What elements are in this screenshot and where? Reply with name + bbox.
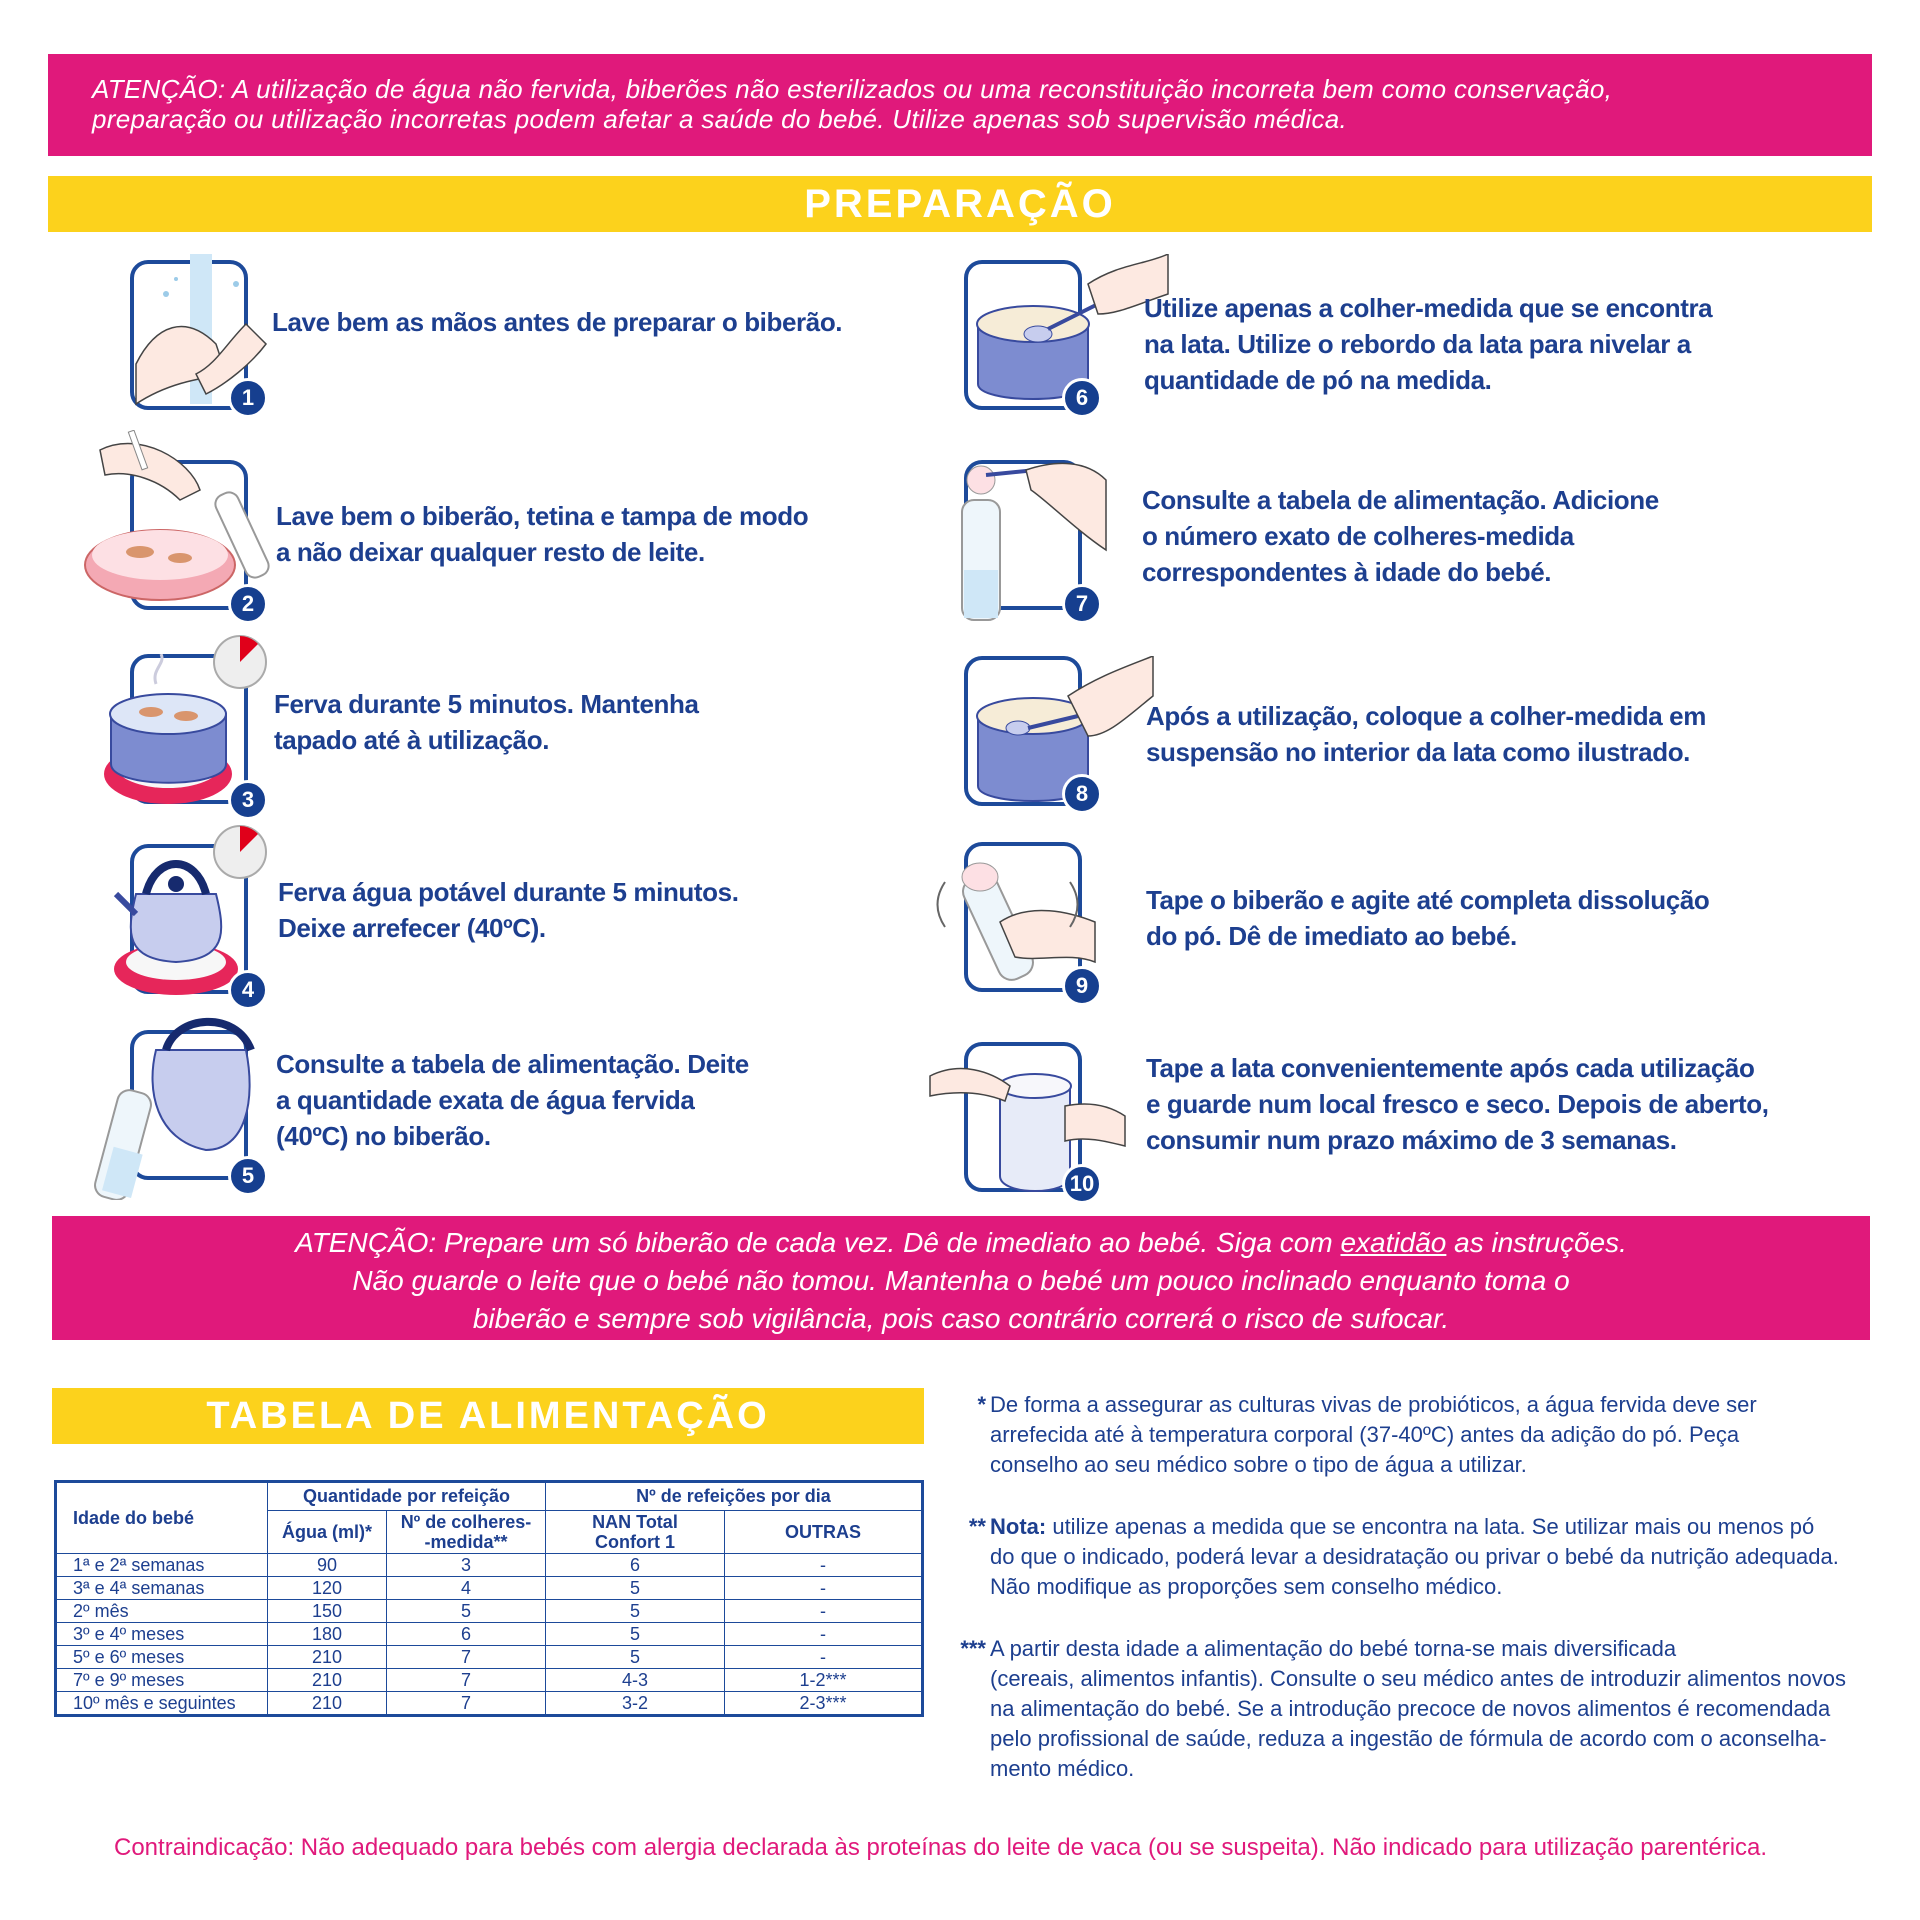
timer-5min-icon [212,634,268,690]
step-6-number: 6 [1062,378,1102,418]
preparation-title: PREPARAÇÃO [48,176,1872,232]
underlined-word: exatidão [1340,1227,1447,1258]
table-row: 2º mês 150 5 5 - [56,1600,923,1623]
warning-banner-top [48,54,1872,156]
warning-top-line-2: preparação ou utilização incorretas podem afetar a saúde do bebé. Utilize apenas sob supervisão médica. [92,104,1348,134]
step-8-number: 8 [1062,774,1102,814]
header-quantity-per-meal: Quantidade por refeição [268,1482,546,1511]
table-header-row-1 [56,1482,923,1511]
step-5-text: Consulte a tabela de alimentação. Deite a quantidade exata de água fervida (40ºC) no biberão. [276,1049,749,1151]
feeding-table [54,1480,924,1717]
table-row: 3º e 4º meses 180 6 5 - [56,1623,923,1646]
step-9-number: 9 [1062,966,1102,1006]
step-2-text: Lave bem o biberão, tetina e tampa de modo a não deixar qualquer resto de leite. [276,501,809,567]
step-4-text: Ferva água potável durante 5 minutos. Deixe arrefecer (40ºC). [278,877,739,943]
note-1: * De forma a assegurar as culturas vivas de probióticos, a água fervida deve ser arrefecida até à temperatura corporal (37-40ºC) antes da adição do pó. Peça conselho ao seu médico sobre o tipo de água a utilizar. [990,1390,1870,1480]
note-3-marker: *** [960,1636,986,1661]
step-10-number: 10 [1062,1164,1102,1204]
timer-5min-icon [212,824,268,880]
note-2-marker: ** [968,1514,986,1539]
table-row: 10º mês e seguintes 210 7 3-2 2-3*** [56,1692,923,1716]
warning-mid-line-1: ATENÇÃO: Prepare um só biberão de cada vez. Dê de imediato ao bebé. Siga com exatidão as instruções. [295,1227,1627,1258]
warning-top-line-1: ATENÇÃO: A utilização de água não fervida, biberões não esterilizados ou uma reconstituição incorreta bem como conservação, [92,74,1613,104]
warning-banner-middle [52,1216,1870,1340]
header-meals-per-day: Nº de refeições por dia [546,1482,923,1511]
step-3-number: 3 [228,780,268,820]
step-6-text: Utilize apenas a colher-medida que se encontra na lata. Utilize o rebordo da lata para nivelar a quantidade de pó na medida. [1144,293,1713,395]
table-row: 1ª e 2ª semanas 90 3 6 - [56,1554,923,1577]
step-9-text: Tape o biberão e agite até completa dissolução do pó. Dê de imediato ao bebé. [1146,885,1710,951]
feeding-table-title: TABELA DE ALIMENTAÇÃO [52,1388,924,1444]
step-1-text: Lave bem as mãos antes de preparar o biberão. [272,307,843,337]
step-10-text: Tape a lata convenientemente após cada utilização e guarde num local fresco e seco. Depois de aberto, consumir num prazo máximo de 3 semanas. [1146,1053,1769,1155]
warning-mid-line-2: Não guarde o leite que o bebé não tomou. Mantenha o bebé um pouco inclinado enquanto toma o [352,1265,1570,1296]
note-1-marker: * [977,1392,986,1417]
step-3-text: Ferva durante 5 minutos. Mantenha tapado até à utilização. [274,689,699,755]
step-5-number: 5 [228,1156,268,1196]
header-other: OUTRAS [725,1511,923,1554]
header-age: Idade do bebé [56,1482,268,1554]
step-1-number: 1 [228,378,268,418]
warning-mid-line-3: biberão e sempre sob vigilância, pois caso contrário correrá o risco de sufocar. [472,1303,1450,1334]
header-nan: NAN Total Confort 1 [546,1511,725,1554]
table-row: 5º e 6º meses 210 7 5 - [56,1646,923,1669]
contraindication-text: Contraindicação: Não adequado para bebés com alergia declarada às proteínas do leite de vaca (ou se suspeita). Não indicado para utilização parentérica. [114,1834,1768,1861]
step-7-text: Consulte a tabela de alimentação. Adicione o número exato de colheres-medida correspondentes à idade do bebé. [1142,485,1659,587]
step-2-number: 2 [228,584,268,624]
header-water: Água (ml)* [268,1511,387,1554]
adding-powder-illustration [956,460,1156,630]
note-3: *** A partir desta idade a alimentação do bebé torna-se mais diversificada (cereais, alimentos infantis). Consulte o seu médico antes de introduzir alimentos novos na alimentação do bebé. Se a introdução precoce de novos alimentos é recomendada pelo profissional de saúde, reduza a ingestão de fórmula de acordo com o aconselha- mento médico. [990,1634,1870,1784]
step-7-number: 7 [1062,584,1102,624]
note-2: ** Nota: utilize apenas a medida que se encontra na lata. Se utilizar mais ou menos pó do que o indicado, poderá levar a desidratação ou privar o bebé da nutrição adequada. Não modifique as proporções sem conselho médico. [990,1512,1870,1602]
step-4-number: 4 [228,970,268,1010]
header-scoops: Nº de colheres- -medida** [387,1511,546,1554]
table-row: 7º e 9º meses 210 7 4-3 1-2*** [56,1669,923,1692]
table-row: 3ª e 4ª semanas 120 4 5 - [56,1577,923,1600]
step-8-text: Após a utilização, coloque a colher-medida em suspensão no interior da lata como ilustrado. [1146,701,1706,767]
note-2-label: Nota: [990,1514,1047,1539]
